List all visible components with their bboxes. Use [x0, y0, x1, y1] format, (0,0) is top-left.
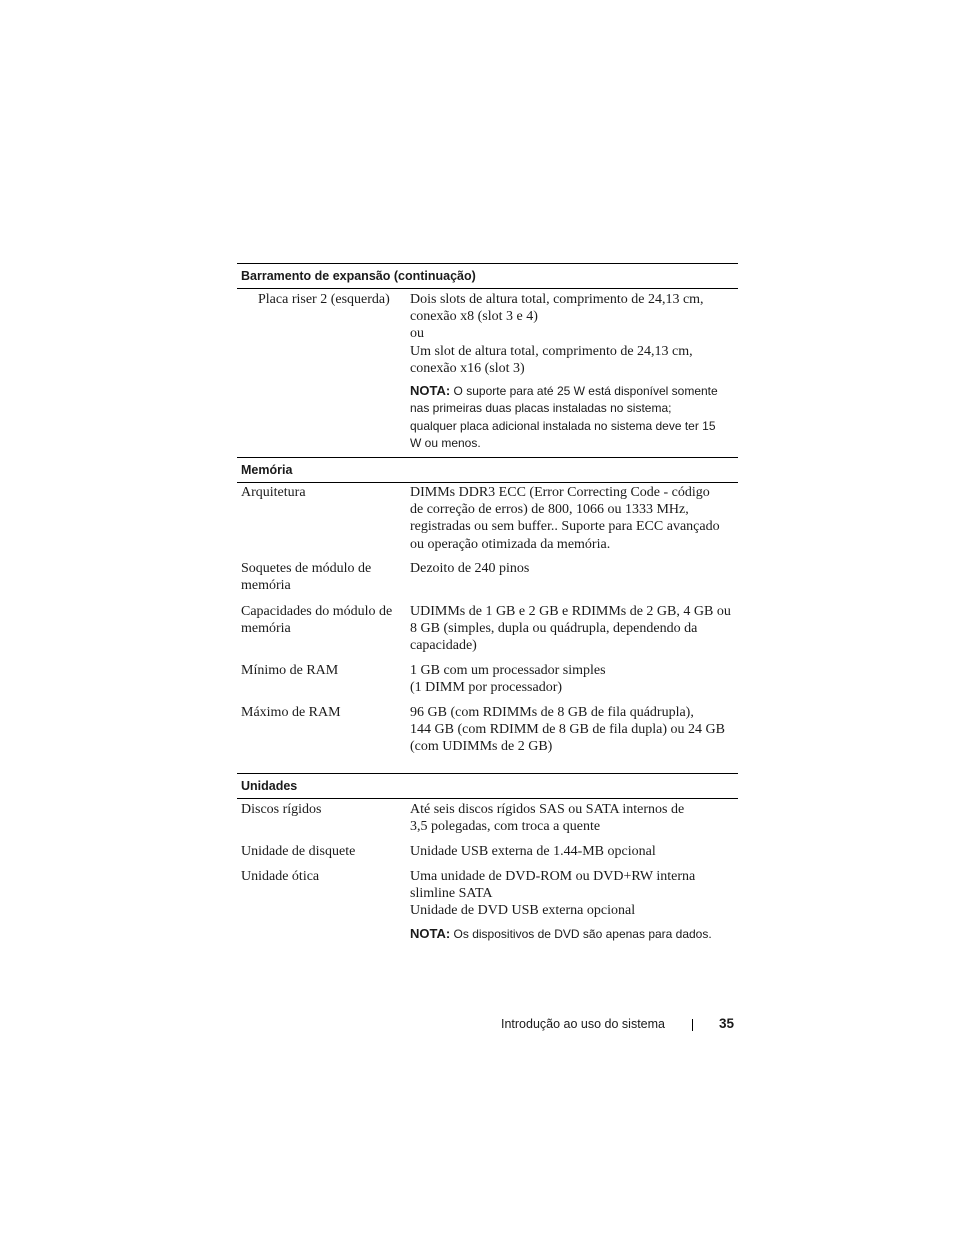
spec-value: DIMMs DDR3 ECC (Error Correcting Code - código de correção de erros) de 800, 1066 ou 1333 MHz, registradas ou sem buffer.. Suporte para ECC avançado ou operação otimizada da memória. — [410, 485, 720, 552]
spec-value: Dezoito de 240 pinos — [410, 561, 530, 576]
spec-value: 1 GB com um processador simples (1 DIMM por processador) — [410, 663, 606, 696]
spec-label: Placa riser 2 (esquerda) — [258, 292, 390, 307]
note-riser2: NOTA: O suporte para até 25 W está disponível somente nas primeiras duas placas instaladas no sistema; qualquer placa adicional instalada no sistema deve ter 15 W ou menos. — [410, 383, 718, 450]
spec-label: Unidade de disquete — [241, 844, 356, 859]
section-header-drives: Unidades — [237, 773, 738, 799]
note-optical: NOTA: Os dispositivos de DVD são apenas para dados. — [410, 926, 712, 941]
spec-label: Discos rígidos — [241, 802, 322, 817]
spec-value: UDIMMs de 1 GB e 2 GB e RDIMMs de 2 GB, 4 GB ou 8 GB (simples, dupla ou quádrupla, dependendo da capacidade) — [410, 604, 731, 654]
spec-label: Mínimo de RAM — [241, 663, 339, 678]
section-header-memory: Memória — [237, 457, 738, 483]
footer-separator — [692, 1019, 693, 1031]
note-label: NOTA: — [410, 926, 451, 941]
spec-label: Máximo de RAM — [241, 705, 341, 720]
page-number: 35 — [719, 1016, 735, 1031]
note-label: NOTA: — [410, 383, 451, 398]
spec-label: Soquetes de módulo de memória — [241, 561, 372, 594]
section-header-expansion: Barramento de expansão (continuação) — [237, 263, 738, 289]
spec-value: 96 GB (com RDIMMs de 8 GB de fila quádrupla), 144 GB (com RDIMM de 8 GB de fila dupla) ou 24 GB (com UDIMMs de 2 GB) — [410, 705, 725, 755]
spec-value: Até seis discos rígidos SAS ou SATA internos de 3,5 polegadas, com troca a quente — [410, 802, 685, 835]
spec-label: Unidade ótica — [241, 869, 320, 884]
spec-value: Dois slots de altura total, comprimento de 24,13 cm, conexão x8 (slot 3 e 4) ou Um slot de altura total, comprimento de 24,13 cm, conexão x16 (slot 3) — [410, 292, 704, 376]
spec-label: Arquitetura — [241, 485, 306, 500]
spec-value: Unidade USB externa de 1.44-MB opcional — [410, 844, 656, 859]
spec-label: Capacidades do módulo de memória — [241, 604, 393, 637]
spec-value: Uma unidade de DVD-ROM ou DVD+RW interna slimline SATA Unidade de DVD USB externa opcional — [410, 869, 696, 919]
footer-title: Introdução ao uso do sistema — [501, 1017, 665, 1031]
